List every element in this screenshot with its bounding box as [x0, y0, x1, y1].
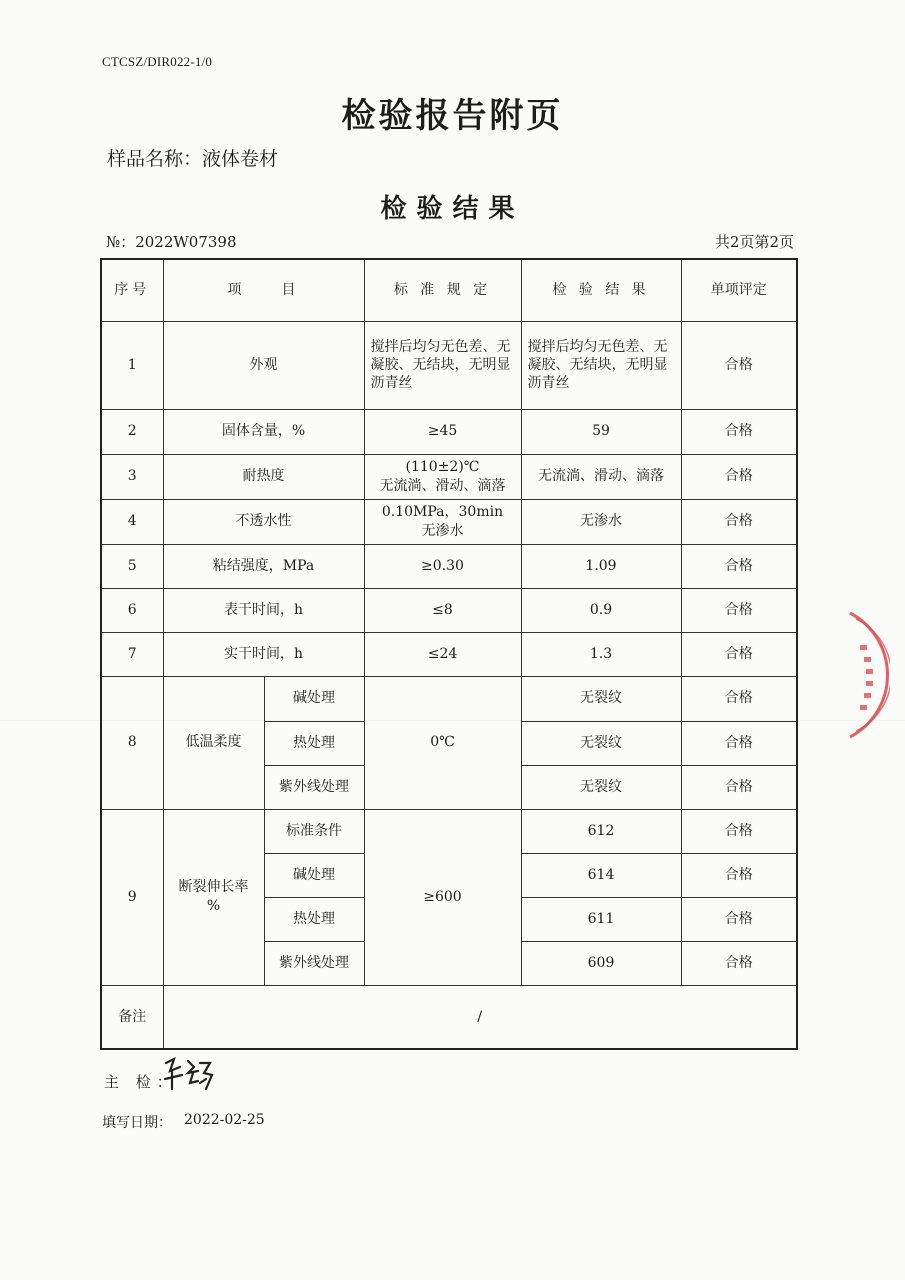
standard-line: (110±2)℃: [405, 458, 480, 475]
section-title: 检验结果: [380, 194, 525, 224]
table-row: [101, 544, 797, 588]
row-no: 2: [101, 409, 163, 454]
row-subitem: 标准条件: [264, 809, 364, 853]
row-result: 搅拌后均匀无色差、无凝胶、无结块，无明显沥青丝: [521, 321, 681, 409]
row-item: 低温柔度: [163, 676, 264, 809]
table-row: [101, 454, 797, 499]
page-count: 共2页第2页: [714, 233, 794, 251]
row-judgement: 合格: [681, 409, 797, 454]
row-standard: [364, 454, 521, 499]
official-seal-icon: [820, 605, 890, 745]
row-result: 1.3: [521, 632, 681, 676]
row-standard: ≥600: [364, 809, 521, 985]
standard-line: 无渗水: [421, 522, 464, 539]
header-no: 序号: [101, 259, 163, 321]
date-value: 2022-02-25: [184, 1112, 265, 1128]
item-line: 断裂伸长率: [178, 879, 249, 896]
row-result: 609: [521, 941, 681, 985]
row-judgement: 合格: [681, 454, 797, 499]
row-no: 5: [101, 544, 163, 588]
row-standard: ≤24: [364, 632, 521, 676]
row-subitem: 碱处理: [264, 853, 364, 897]
row-no: 7: [101, 632, 163, 676]
row-judgement: 合格: [681, 765, 797, 809]
row-no: 3: [101, 454, 163, 499]
row-item: 固体含量，%: [163, 409, 364, 454]
table-row: [101, 409, 797, 454]
inspector-signature: [160, 1053, 216, 1093]
remarks-value: /: [163, 985, 797, 1049]
table-row: [101, 809, 797, 853]
header-standard: 标 准 规 定: [364, 259, 521, 321]
table-header-row: [101, 259, 797, 321]
row-no: 9: [101, 809, 163, 985]
row-item: 耐热度: [163, 454, 364, 499]
row-judgement: 合格: [681, 897, 797, 941]
row-standard: [364, 499, 521, 544]
row-judgement: 合格: [681, 632, 797, 676]
row-no: 4: [101, 499, 163, 544]
row-result: 611: [521, 897, 681, 941]
report-number: №：2022W07398: [106, 233, 237, 251]
row-subitem: 紫外线处理: [264, 941, 364, 985]
row-no: 1: [101, 321, 163, 409]
table-row: [101, 632, 797, 676]
sample-name: 样品名称：液体卷材: [107, 148, 279, 170]
row-judgement: 合格: [681, 676, 797, 721]
row-item: 外观: [163, 321, 364, 409]
row-item: [163, 809, 264, 985]
inspector-label: 主 检：: [104, 1073, 178, 1091]
row-result: 1.09: [521, 544, 681, 588]
row-standard: ≤8: [364, 588, 521, 632]
row-standard: ≥0.30: [364, 544, 521, 588]
row-result: 0.9: [521, 588, 681, 632]
row-standard: 搅拌后均匀无色差、无凝胶、无结块，无明显沥青丝: [364, 321, 521, 409]
document-code: CTCSZ/DIR022-1/0: [102, 54, 213, 69]
row-result: 614: [521, 853, 681, 897]
row-subitem: 碱处理: [264, 676, 364, 721]
row-item: 粘结强度，MPa: [163, 544, 364, 588]
results-table: [100, 258, 798, 1050]
header-result: 检 验 结 果: [521, 259, 681, 321]
row-judgement: 合格: [681, 941, 797, 985]
item-line: %: [206, 898, 221, 914]
row-item: 表干时间，h: [163, 588, 364, 632]
row-no: 8: [101, 676, 163, 809]
row-standard: ≥45: [364, 409, 521, 454]
row-judgement: 合格: [681, 721, 797, 765]
row-judgement: 合格: [681, 809, 797, 853]
row-item: 实干时间，h: [163, 632, 364, 676]
page-title: 检验报告附页: [341, 96, 564, 136]
row-result: 无裂纹: [521, 676, 681, 721]
row-judgement: 合格: [681, 853, 797, 897]
remarks-label: 备注: [101, 985, 163, 1049]
row-judgement: 合格: [681, 588, 797, 632]
row-no: 6: [101, 588, 163, 632]
row-result: 612: [521, 809, 681, 853]
row-subitem: 热处理: [264, 721, 364, 765]
row-subitem: 热处理: [264, 897, 364, 941]
row-standard: 0℃: [364, 676, 521, 809]
table-row: [101, 321, 797, 409]
row-result: 无渗水: [521, 499, 681, 544]
remarks-row: [101, 985, 797, 1049]
row-judgement: 合格: [681, 321, 797, 409]
date-label: 填写日期：: [102, 1115, 172, 1131]
table-row: [101, 676, 797, 721]
header-item: 项 目: [163, 259, 364, 321]
header-judgement: 单项评定: [681, 259, 797, 321]
row-result: 无裂纹: [521, 765, 681, 809]
row-subitem: 紫外线处理: [264, 765, 364, 809]
row-result: 无流淌、滑动、滴落: [521, 454, 681, 499]
row-judgement: 合格: [681, 499, 797, 544]
row-item: 不透水性: [163, 499, 364, 544]
row-result: 59: [521, 409, 681, 454]
row-judgement: 合格: [681, 544, 797, 588]
table-row: [101, 588, 797, 632]
row-result: 无裂纹: [521, 721, 681, 765]
standard-line: 无流淌、滑动、滴落: [379, 477, 506, 494]
standard-line: 0.10MPa，30min: [381, 503, 504, 520]
table-row: [101, 499, 797, 544]
